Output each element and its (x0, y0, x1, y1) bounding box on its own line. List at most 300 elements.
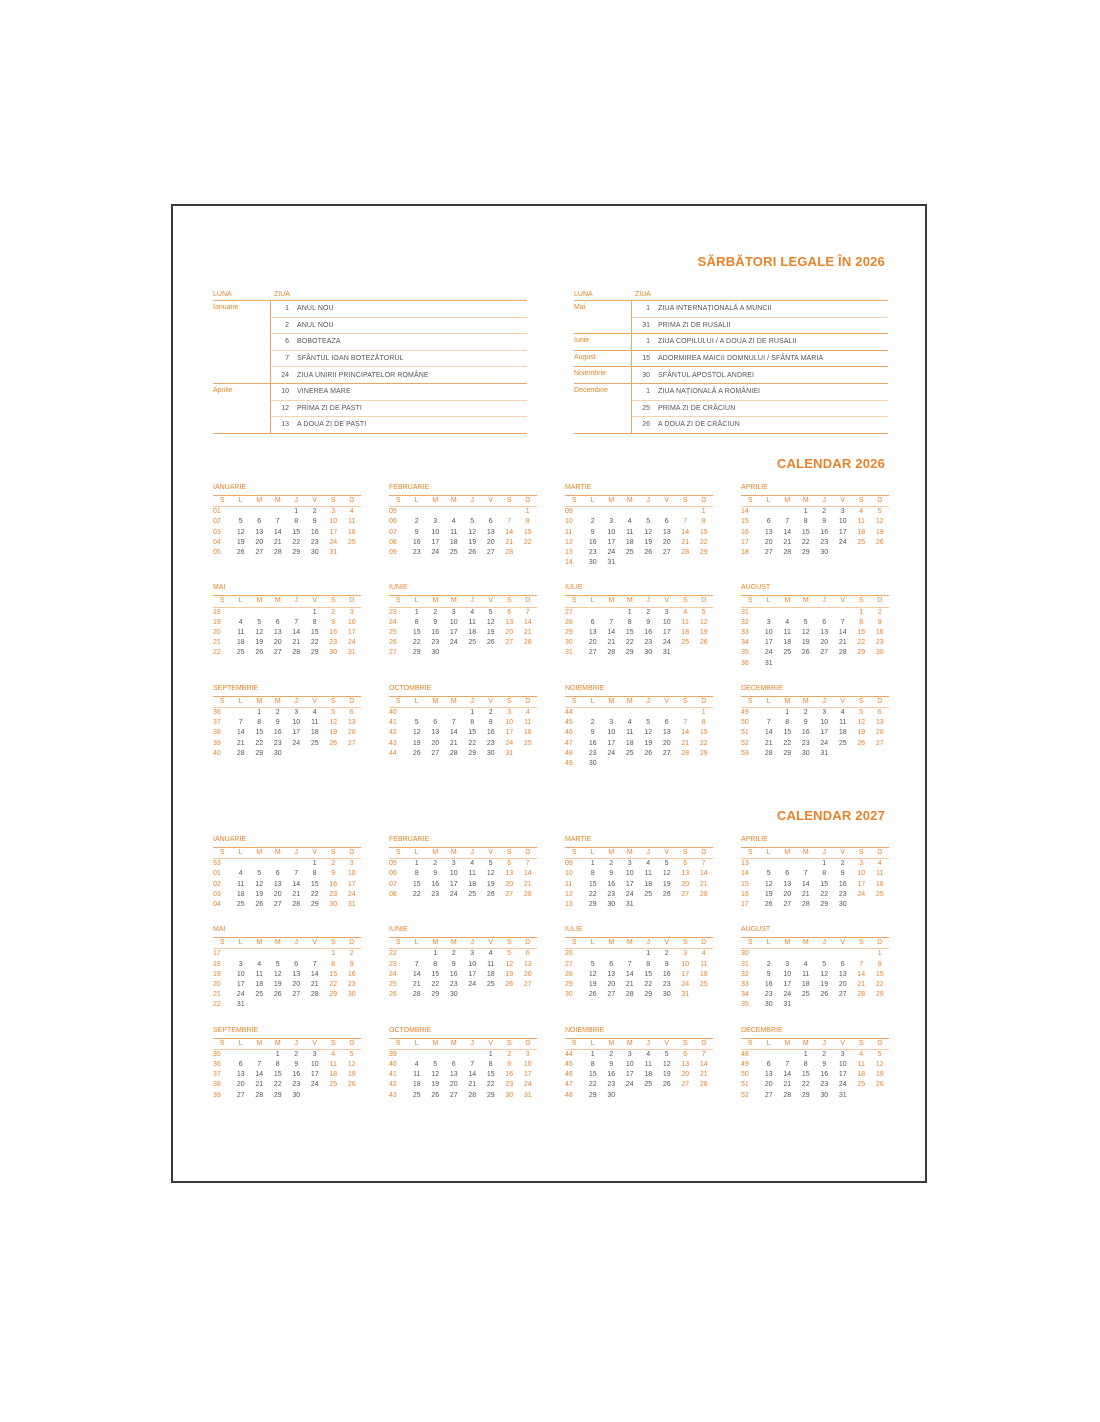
week-number: 28 (565, 618, 573, 626)
day-cell: 29 (412, 649, 421, 657)
day-cell: 25 (329, 1081, 338, 1089)
week-number: 05 (213, 549, 221, 557)
week-number: 48 (565, 1091, 573, 1099)
day-cell: 28 (625, 991, 634, 999)
day-cell: 10 (310, 1061, 319, 1069)
week-number: 14 (741, 508, 749, 516)
day-cell: 19 (468, 538, 477, 546)
day-cell: 31 (625, 901, 634, 909)
holiday-row (271, 416, 527, 433)
empty-day (269, 507, 288, 517)
week-number: 33 (741, 629, 749, 637)
holiday-day: 7 (285, 355, 289, 363)
weekday-header: M (778, 496, 797, 507)
day-cell: 12 (468, 528, 477, 536)
day-cell: 9 (822, 518, 827, 526)
day-cell: 15 (273, 1071, 282, 1079)
weekday-header: V (306, 938, 325, 949)
weekday-header: M (797, 596, 816, 607)
day-cell: 29 (255, 749, 264, 757)
day-cell: 25 (875, 890, 884, 898)
weekday-header: J (463, 697, 482, 708)
day-cell: 21 (681, 739, 690, 747)
day-cell: 20 (523, 970, 532, 978)
holiday-month: Iunie (574, 337, 590, 345)
weekday-header: S (324, 496, 343, 507)
month-calendar (565, 685, 713, 769)
empty-day (834, 659, 853, 669)
day-cell: 8 (414, 870, 419, 878)
day-cell: 21 (523, 880, 532, 888)
weekday-header: M (621, 938, 640, 949)
holiday-name: ANUL NOU (297, 321, 334, 329)
day-cell: 7 (609, 618, 614, 626)
day-cell: 13 (588, 629, 597, 637)
weekday-header: S (213, 1039, 232, 1050)
weekday-header: J (287, 596, 306, 607)
day-cell: 3 (859, 860, 864, 868)
day-cell: 31 (523, 1091, 532, 1099)
empty-day (871, 900, 890, 910)
week-number: 14 (565, 559, 573, 567)
day-cell: 4 (331, 1050, 336, 1058)
day-cell: 13 (681, 1061, 690, 1069)
day-cell: 12 (875, 518, 884, 526)
empty-day (500, 990, 519, 1000)
weekday-header: V (306, 596, 325, 607)
day-cell: 18 (875, 880, 884, 888)
day-cell: 18 (255, 981, 264, 989)
day-cell: 9 (451, 960, 456, 968)
day-cell: 17 (838, 528, 847, 536)
week-number: 40 (389, 709, 397, 717)
empty-day (408, 1050, 427, 1060)
week-number: 40 (389, 1061, 397, 1069)
weekday-header: S (741, 938, 760, 949)
day-cell: 27 (273, 649, 282, 657)
day-cell: 12 (412, 729, 421, 737)
week-number: 13 (741, 860, 749, 868)
empty-day (269, 949, 288, 959)
day-cell: 8 (646, 960, 651, 968)
day-cell: 1 (312, 860, 317, 868)
month-calendar (741, 484, 889, 568)
day-cell: 22 (255, 739, 264, 747)
day-cell: 16 (820, 1071, 829, 1079)
holidays-table-left (213, 286, 527, 434)
empty-day (426, 507, 445, 517)
day-cell: 29 (875, 991, 884, 999)
day-cell: 28 (699, 1081, 708, 1089)
day-cell: 26 (764, 901, 773, 909)
day-cell: 2 (609, 860, 614, 868)
day-cell: 11 (413, 1071, 421, 1079)
weekday-header: L (232, 697, 251, 708)
day-cell: 4 (238, 618, 243, 626)
day-cell: 4 (312, 709, 317, 717)
day-cell: 2 (433, 608, 438, 616)
weekday-header: S (389, 697, 408, 708)
empty-day (232, 949, 251, 959)
day-cell: 25 (468, 639, 477, 647)
day-cell: 13 (875, 719, 884, 727)
day-cell: 12 (329, 719, 338, 727)
day-cell: 18 (523, 729, 532, 737)
day-cell: 30 (644, 649, 653, 657)
day-cell: 17 (449, 629, 458, 637)
holiday-name: ADORMIREA MAICII DOMNULUI / SFÂNTA MARIA (658, 355, 824, 363)
month-calendar (389, 584, 537, 668)
month-name: AUGUST (741, 584, 889, 596)
day-cell: 6 (664, 518, 669, 526)
month-name: OCTOMBRIE (389, 685, 537, 697)
day-cell: 17 (857, 880, 866, 888)
day-cell: 12 (431, 1071, 440, 1079)
week-number: 17 (213, 950, 221, 958)
day-cell: 10 (449, 870, 458, 878)
weekday-header: L (232, 596, 251, 607)
week-number: 23 (389, 960, 397, 968)
day-cell: 25 (681, 639, 690, 647)
day-cell: 4 (257, 960, 262, 968)
day-cell: 20 (764, 1081, 773, 1089)
day-cell: 13 (783, 880, 792, 888)
day-cell: 28 (523, 639, 532, 647)
day-cell: 29 (431, 991, 440, 999)
day-cell: 5 (349, 1050, 354, 1058)
empty-day (324, 1091, 343, 1101)
weekday-header: L (584, 848, 603, 859)
empty-day (602, 949, 621, 959)
day-cell: 7 (451, 719, 456, 727)
week-number: 11 (565, 880, 573, 888)
week-number: 49 (741, 709, 749, 717)
day-cell: 28 (412, 991, 421, 999)
month-name: OCTOMBRIE (389, 1027, 537, 1039)
month-calendar (565, 584, 713, 668)
empty-day (445, 507, 464, 517)
day-cell: 20 (505, 880, 514, 888)
day-cell: 28 (681, 549, 690, 557)
day-cell: 7 (766, 719, 771, 727)
day-cell: 11 (700, 960, 708, 968)
empty-day (760, 708, 779, 718)
day-cell: 24 (236, 991, 245, 999)
empty-day (602, 608, 621, 618)
weekday-header: J (639, 848, 658, 859)
day-cell: 21 (292, 890, 301, 898)
day-cell: 6 (507, 860, 512, 868)
week-number: 31 (741, 960, 749, 968)
day-cell: 24 (292, 739, 301, 747)
week-number: 51 (741, 1081, 749, 1089)
week-number: 21 (213, 991, 221, 999)
day-cell: 9 (803, 719, 808, 727)
day-cell: 5 (238, 518, 243, 526)
day-cell: 23 (764, 991, 773, 999)
day-cell: 15 (588, 880, 597, 888)
day-cell: 11 (487, 960, 495, 968)
day-cell: 6 (877, 709, 882, 717)
month-calendar (741, 836, 889, 910)
day-cell: 26 (255, 649, 264, 657)
day-cell: 30 (607, 1091, 616, 1099)
weekday-header: D (343, 496, 362, 507)
day-cell: 12 (699, 618, 708, 626)
day-cell: 30 (347, 991, 356, 999)
day-cell: 24 (449, 890, 458, 898)
weekday-header: S (389, 496, 408, 507)
day-cell: 10 (625, 1061, 634, 1069)
week-number: 37 (213, 719, 221, 727)
week-number: 19 (213, 618, 221, 626)
empty-day (232, 1050, 251, 1060)
week-number: 03 (213, 890, 221, 898)
day-cell: 9 (877, 618, 882, 626)
day-cell: 17 (764, 639, 773, 647)
day-cell: 25 (625, 749, 634, 757)
day-cell: 24 (468, 981, 477, 989)
day-cell: 27 (505, 639, 514, 647)
day-cell: 16 (431, 880, 440, 888)
day-cell: 8 (822, 870, 827, 878)
day-cell: 31 (236, 1001, 245, 1009)
week-number: 02 (213, 518, 221, 526)
weekday-header: J (463, 938, 482, 949)
day-cell: 16 (607, 880, 616, 888)
weekday-header: L (760, 596, 779, 607)
day-cell: 4 (683, 608, 688, 616)
day-cell: 3 (331, 508, 336, 516)
day-cell: 2 (331, 608, 336, 616)
weekday-header: S (741, 697, 760, 708)
day-cell: 27 (681, 1081, 690, 1089)
day-cell: 1 (627, 608, 632, 616)
weekday-header: S (500, 938, 519, 949)
day-cell: 24 (838, 538, 847, 546)
day-cell: 8 (590, 1061, 595, 1069)
day-cell: 19 (255, 890, 264, 898)
week-number: 02 (213, 880, 221, 888)
weekday-header: L (584, 697, 603, 708)
day-cell: 24 (431, 549, 440, 557)
month-calendar (213, 584, 361, 668)
weekday-header: D (343, 1039, 362, 1050)
day-cell: 14 (236, 729, 245, 737)
weekday-header: S (324, 697, 343, 708)
day-cell: 9 (294, 1061, 299, 1069)
empty-day (287, 749, 306, 759)
empty-day (500, 648, 519, 658)
day-cell: 26 (662, 890, 671, 898)
empty-day (287, 1000, 306, 1010)
day-cell: 15 (699, 528, 708, 536)
month-table (741, 697, 889, 759)
holiday-name: VINEREA MARE (297, 388, 351, 396)
day-cell: 30 (588, 760, 597, 768)
day-cell: 5 (488, 860, 493, 868)
day-cell: 31 (820, 749, 829, 757)
day-cell: 10 (329, 518, 338, 526)
day-cell: 30 (449, 991, 458, 999)
day-cell: 6 (766, 518, 771, 526)
day-cell: 18 (310, 729, 319, 737)
day-cell: 29 (801, 1091, 810, 1099)
month-calendar (389, 484, 537, 568)
day-cell: 27 (292, 991, 301, 999)
weekday-header: V (834, 596, 853, 607)
month-calendar (741, 584, 889, 668)
empty-day (287, 949, 306, 959)
weekday-header: S (676, 848, 695, 859)
day-cell: 1 (877, 950, 882, 958)
month-name: AUGUST (741, 926, 889, 938)
day-cell: 24 (820, 739, 829, 747)
weekday-header: J (639, 496, 658, 507)
weekday-header: V (306, 848, 325, 859)
weekday-header: V (306, 697, 325, 708)
week-number: 03 (213, 528, 221, 536)
day-cell: 17 (681, 970, 690, 978)
weekday-header: D (871, 848, 890, 859)
holiday-day: 6 (285, 338, 289, 346)
day-cell: 15 (588, 1071, 597, 1079)
weekday-header: M (778, 938, 797, 949)
month-name: NOIEMBRIE (565, 685, 713, 697)
month-table (741, 496, 889, 558)
day-cell: 23 (431, 890, 440, 898)
day-cell: 18 (329, 1071, 338, 1079)
day-cell: 3 (683, 950, 688, 958)
day-cell: 3 (766, 618, 771, 626)
day-cell: 16 (412, 538, 421, 546)
day-cell: 7 (701, 1050, 706, 1058)
week-number: 25 (389, 629, 397, 637)
weekday-header: S (676, 496, 695, 507)
month-name: SEPTEMBRIE (213, 1027, 361, 1039)
day-cell: 27 (505, 890, 514, 898)
day-cell: 3 (664, 608, 669, 616)
weekday-header: M (445, 938, 464, 949)
day-cell: 27 (273, 901, 282, 909)
day-cell: 28 (783, 1091, 792, 1099)
month-table (389, 496, 537, 558)
day-cell: 11 (839, 719, 847, 727)
day-cell: 5 (275, 960, 280, 968)
week-number: 27 (565, 608, 573, 616)
day-cell: 27 (255, 549, 264, 557)
day-cell: 21 (764, 739, 773, 747)
weekday-header: V (482, 848, 501, 859)
day-cell: 18 (801, 981, 810, 989)
weekday-header: L (408, 496, 427, 507)
day-cell: 27 (764, 1091, 773, 1099)
day-cell: 7 (294, 618, 299, 626)
day-cell: 27 (764, 549, 773, 557)
day-cell: 30 (292, 1091, 301, 1099)
empty-day (871, 1000, 890, 1010)
empty-day (602, 507, 621, 517)
empty-day (797, 659, 816, 669)
holiday-name: ANUL NOU (297, 305, 334, 313)
day-cell: 6 (822, 618, 827, 626)
holiday-row (632, 416, 888, 433)
day-cell: 11 (237, 629, 245, 637)
day-cell: 27 (449, 1091, 458, 1099)
day-cell: 12 (875, 1061, 884, 1069)
day-cell: 5 (646, 518, 651, 526)
day-cell: 31 (607, 559, 616, 567)
day-cell: 3 (609, 518, 614, 526)
weekday-header: M (426, 1039, 445, 1050)
empty-day (621, 759, 640, 769)
day-cell: 4 (238, 870, 243, 878)
day-cell: 16 (820, 528, 829, 536)
day-cell: 21 (681, 538, 690, 546)
month-table (565, 938, 713, 1000)
month-name: MAI (213, 926, 361, 938)
day-cell: 5 (803, 618, 808, 626)
holiday-month: Aprilie (213, 386, 233, 394)
day-cell: 27 (236, 1091, 245, 1099)
holidays-title: SĂRBĂTORI LEGALE ÎN 2026 (697, 254, 885, 269)
day-cell: 30 (431, 649, 440, 657)
day-cell: 18 (644, 880, 653, 888)
day-cell: 20 (347, 729, 356, 737)
weekday-header: M (250, 697, 269, 708)
empty-day (584, 949, 603, 959)
day-cell: 10 (820, 719, 829, 727)
week-number: 42 (389, 1081, 397, 1089)
empty-day (797, 1000, 816, 1010)
day-cell: 29 (699, 549, 708, 557)
day-cell: 14 (505, 528, 514, 536)
day-cell: 26 (820, 991, 829, 999)
month-calendar (213, 685, 361, 769)
weekday-header: S (676, 596, 695, 607)
weekday-header: M (250, 938, 269, 949)
weekday-header: M (426, 697, 445, 708)
weekday-header: M (778, 1039, 797, 1050)
weekday-header: S (852, 496, 871, 507)
day-cell: 13 (607, 970, 616, 978)
day-cell: 19 (820, 981, 829, 989)
day-cell: 26 (662, 1081, 671, 1089)
holiday-day: 10 (281, 388, 289, 396)
day-cell: 5 (590, 960, 595, 968)
week-number: 48 (565, 749, 573, 757)
weekday-header: D (871, 938, 890, 949)
day-cell: 12 (486, 618, 495, 626)
day-cell: 9 (507, 1061, 512, 1069)
weekday-header: S (676, 938, 695, 949)
empty-day (852, 659, 871, 669)
day-cell: 14 (292, 880, 301, 888)
day-cell: 18 (412, 1081, 421, 1089)
day-cell: 11 (255, 970, 263, 978)
day-cell: 20 (662, 739, 671, 747)
day-cell: 15 (857, 629, 866, 637)
empty-day (482, 990, 501, 1000)
empty-day (815, 659, 834, 669)
day-cell: 9 (664, 960, 669, 968)
empty-day (760, 608, 779, 618)
day-cell: 16 (347, 970, 356, 978)
holiday-day: 30 (642, 371, 650, 379)
day-cell: 7 (507, 518, 512, 526)
weekday-header: S (500, 697, 519, 708)
day-cell: 23 (838, 890, 847, 898)
